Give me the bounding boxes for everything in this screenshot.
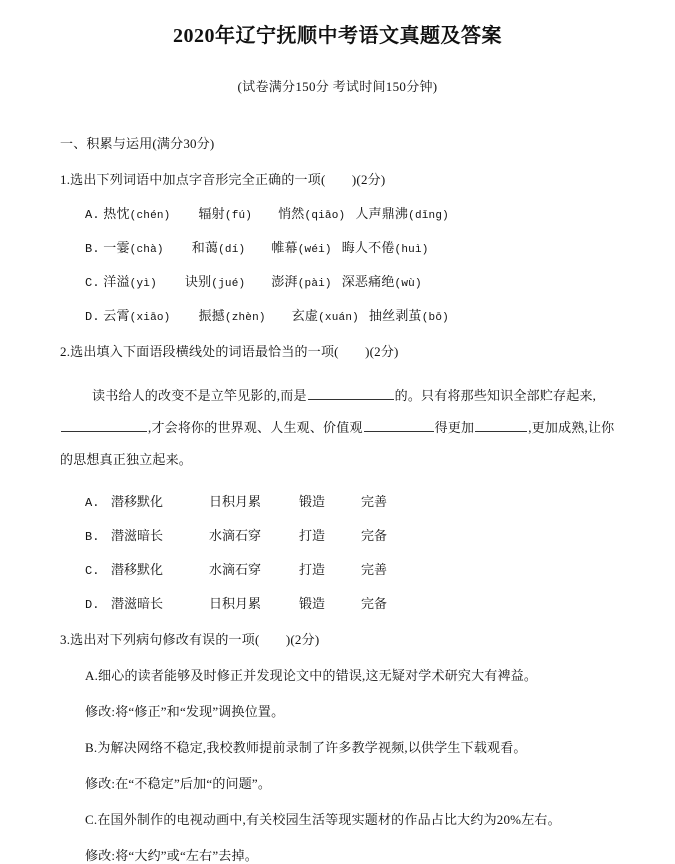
question-2-passage-line-2: [60, 412, 615, 476]
question-1-option-d[interactable]: [60, 290, 615, 324]
option-d-word-3: 玄虚: [291, 308, 319, 323]
option-d-word-2: 振撼: [198, 308, 225, 323]
question-2-option-a[interactable]: [60, 476, 615, 510]
option-d-pinyin-2: (zhèn): [224, 312, 266, 324]
option-c-word-2: 诀别: [184, 274, 212, 289]
question-3-option-b-sentence[interactable]: B.为解决网络不稳定,我校教师提前录制了许多教学视频,以供学生下载观看。: [85, 739, 527, 755]
exam-info-subtitle: (试卷满分150分 考试时间150分钟): [237, 79, 438, 94]
option-b-word-2: 和蔼: [191, 240, 219, 255]
question-2-passage-line-1: [60, 360, 615, 412]
passage-text-part-2: 的。只有将那些知识全部贮存起来,: [394, 388, 597, 403]
option-a-word-4: 人声鼎沸: [355, 206, 409, 221]
option-c-pinyin-2: (jué): [211, 278, 246, 290]
passage-blank-4[interactable]: [475, 419, 527, 432]
q2-option-b-word-4: 完备: [361, 527, 388, 543]
option-b-label: B.: [85, 242, 100, 256]
q2-option-c-word-3: 打造: [299, 561, 326, 577]
passage-blank-1[interactable]: [308, 387, 394, 400]
option-a-pinyin-3: (qiāo): [304, 210, 346, 222]
question-3-option-b-correction: 修改:在“不稳定”后加“的问题”。: [85, 775, 272, 791]
option-c-pinyin-3: (pài): [297, 278, 332, 290]
question-3-option-c-sentence[interactable]: C.在国外制作的电视动画中,有关校园生活等现实题材的作品占比大约为20%左右。: [85, 811, 561, 827]
question-3-prompt: 3.选出对下列病句修改有误的一项( )(2分): [60, 631, 320, 647]
option-a-pinyin-4: (dǐng): [408, 210, 449, 222]
q2-option-a-word-2: 日积月累: [209, 493, 262, 509]
q2-option-d-word-3: 锻造: [299, 595, 326, 611]
q2-option-d-word-1: 潜滋暗长: [111, 595, 164, 611]
option-a-word-2: 辐射: [198, 206, 225, 221]
passage-text-part-5: ,更加: [528, 419, 559, 435]
question-1-option-b[interactable]: [60, 222, 615, 256]
q2-option-d-label: D.: [85, 597, 100, 612]
option-b-pinyin-3: (wéi): [297, 244, 332, 256]
q2-option-a-word-3: 锻造: [299, 493, 326, 509]
option-d-word-1: 云霄: [103, 308, 130, 323]
option-b-word-4: 晦人不倦: [341, 240, 395, 255]
question-1-option-a[interactable]: [60, 188, 615, 222]
option-c-pinyin-4: (wù): [394, 278, 422, 290]
option-a-label: A.: [85, 208, 100, 222]
question-2-option-b[interactable]: [60, 510, 615, 544]
q2-option-c-word-2: 水滴石穿: [209, 561, 262, 577]
option-b-pinyin-1: (chà): [129, 244, 164, 256]
question-2-prompt: 2.选出填入下面语段横线处的词语最恰当的一项( )(2分): [60, 344, 399, 359]
option-b-word-1: 一霎: [103, 240, 130, 255]
q2-option-d-word-2: 日积月累: [209, 595, 262, 611]
question-1-prompt: 1.选出下列词语中加点字音形完全正确的一项( )(2分): [60, 172, 386, 187]
option-c-word-4: 深恶痛绝: [341, 274, 395, 289]
page-title: 2020年辽宁抚顺中考语文真题及答案: [173, 25, 502, 47]
q2-option-a-label: A.: [85, 495, 100, 510]
option-c-label: C.: [85, 276, 100, 290]
question-3-option-c-correction: 修改:将“大约”或“左右”去掉。: [85, 847, 258, 863]
passage-text-part-6: 成熟,让你的思想真正独立起来。: [60, 419, 615, 467]
q2-option-c-word-1: 潜移默化: [111, 561, 164, 577]
option-d-pinyin-3: (xuán): [318, 312, 359, 324]
question-2-option-c[interactable]: [60, 544, 615, 578]
option-a-word-3: 悄然: [278, 206, 305, 221]
passage-blank-3[interactable]: [364, 419, 434, 432]
option-d-pinyin-4: (bō): [421, 312, 449, 324]
section-heading-one: 一、积累与运用(满分30分): [60, 136, 215, 151]
q2-option-a-word-4: 完善: [361, 493, 388, 509]
option-a-pinyin-2: (fú): [224, 210, 253, 222]
question-3-option-a-sentence[interactable]: A.细心的读者能够及时修正并发现论文中的错误,这无疑对学术研究大有裨益。: [85, 667, 538, 683]
passage-text-part-3: ,才会将你的世界观、人生观、价值观: [148, 419, 363, 435]
option-d-label: D.: [85, 310, 100, 324]
question-2-option-d[interactable]: [60, 578, 615, 612]
option-a-word-1: 热忱: [103, 206, 130, 221]
q2-option-b-word-3: 打造: [299, 527, 326, 543]
option-b-pinyin-4: (huì): [394, 244, 429, 256]
option-d-word-4: 抽丝剥茧: [368, 308, 422, 323]
q2-option-b-word-1: 潜滋暗长: [111, 527, 164, 543]
passage-blank-2[interactable]: [61, 419, 147, 432]
option-b-pinyin-2: (dí): [218, 244, 246, 256]
q2-option-a-word-1: 潜移默化: [111, 493, 164, 509]
option-a-pinyin-1: (chén): [129, 210, 171, 222]
option-c-word-3: 澎湃: [271, 274, 298, 289]
option-d-pinyin-1: (xiāo): [129, 312, 171, 324]
q2-option-d-word-4: 完备: [361, 595, 388, 611]
passage-text-part-1: 读书给人的改变不是立竿见影的,而是: [92, 388, 307, 403]
q2-option-c-label: C.: [85, 563, 100, 578]
option-c-word-1: 洋溢: [103, 274, 130, 289]
q2-option-b-label: B.: [85, 529, 100, 544]
option-b-word-3: 帷幕: [271, 240, 298, 255]
option-c-pinyin-1: (yì): [129, 278, 157, 290]
q2-option-b-word-2: 水滴石穿: [209, 527, 262, 543]
question-1-option-c[interactable]: [60, 256, 615, 290]
passage-text-part-4: 得更加: [434, 419, 475, 435]
question-3-option-a-correction: 修改:将“修正”和“发现”调换位置。: [85, 703, 285, 719]
q2-option-c-word-4: 完善: [361, 561, 388, 577]
